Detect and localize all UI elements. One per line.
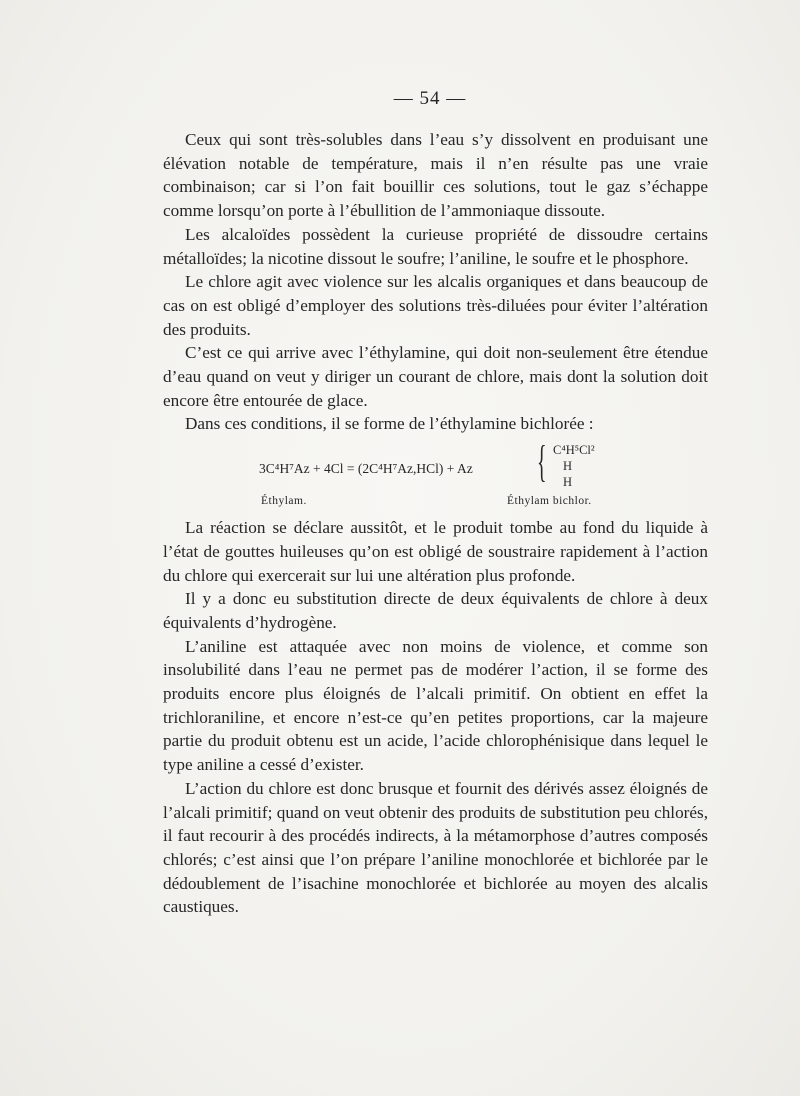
paragraph: La réaction se déclare aussitôt, et le produit tombe au fond du liquide à l’état de gouttes huileuses qu’on est obligé de soustraire rapidement à l’action du chlore qui exercerait sur lui une altération plus profonde.	[163, 518, 708, 585]
paragraph: Le chlore agit avec violence sur les alcalis organiques et dans beaucoup de cas on est obligé d’employer des solutions très-diluées pour éviter l’altération des produits.	[163, 272, 708, 339]
body-text	[163, 128, 708, 919]
paragraph: Ceux qui sont très-solubles dans l’eau s’y dissolvent en produisant une élévation notable de température, mais il n’en résulte pas une vraie combinaison; car si l’on fait bouillir ces solutions, tout le gaz s’échappe comme lorsqu’on porte à l’ébullition de l’ammoniaque dissoute.	[163, 130, 708, 221]
equation-main: 3C⁴H⁷Az + 4Cl = (2C⁴H⁷Az,HCl) + Az	[259, 461, 473, 477]
equation-label-right: Éthylam bichlor.	[507, 495, 592, 508]
page-number: — 54 —	[393, 88, 467, 109]
paragraph: Il y a donc eu substitution directe de deux équivalents de chlore à deux équivalents d’hydrogène.	[163, 589, 708, 632]
paragraph: Les alcaloïdes possèdent la curieuse propriété de dissoudre certains métalloïdes; la nicotine dissout le soufre; l’aniline, le soufre et le phosphore.	[163, 224, 708, 268]
equation-stack-top: C⁴H⁵Cl²	[553, 443, 595, 458]
brace-glyph: {	[537, 437, 547, 487]
equation-stack-mid: H	[563, 459, 573, 474]
paragraph: C’est ce qui arrive avec l’éthylamine, qui doit non-seulement être étendue d’eau quand on veut y diriger un courant de chlore, mais dont la solution doit encore être entourée de glace.	[163, 343, 708, 410]
chemical-equation	[163, 438, 708, 510]
paragraph: L’aniline est attaquée avec non moins de violence, et comme son insolubilité dans l’eau ne permet pas de modérer l’action, il se forme des produits encore plus éloignés de l’alcali primitif. On obtient en effet la trichloraniline, et encore n’est-ce qu’en petites proportions, car la majeure partie du produit obtenu est un acide, l’acide chlorophénisique dans lequel le type aniline a cessé d’exister.	[163, 636, 708, 775]
equation-label-left: Éthylam.	[261, 495, 307, 508]
paragraph: Dans ces conditions, il se forme de l’éthylamine bichlorée :	[185, 414, 594, 434]
equation-stack-bottom: H	[563, 475, 573, 490]
equation-stack	[553, 442, 595, 490]
paragraph: L’action du chlore est donc brusque et fournit des dérivés assez éloignés de l’alcali primitif; quand on veut obtenir des produits de substitution peu chlorés, il faut recourir à des procédés indirects, à la métamorphose d’autres composés chlorés; c’est ainsi que l’on prépare l’aniline monochlorée et bichlorée par le dédoublement de l’isachine monochlorée et bichlorée au moyen des alcalis caustiques.	[163, 778, 708, 917]
